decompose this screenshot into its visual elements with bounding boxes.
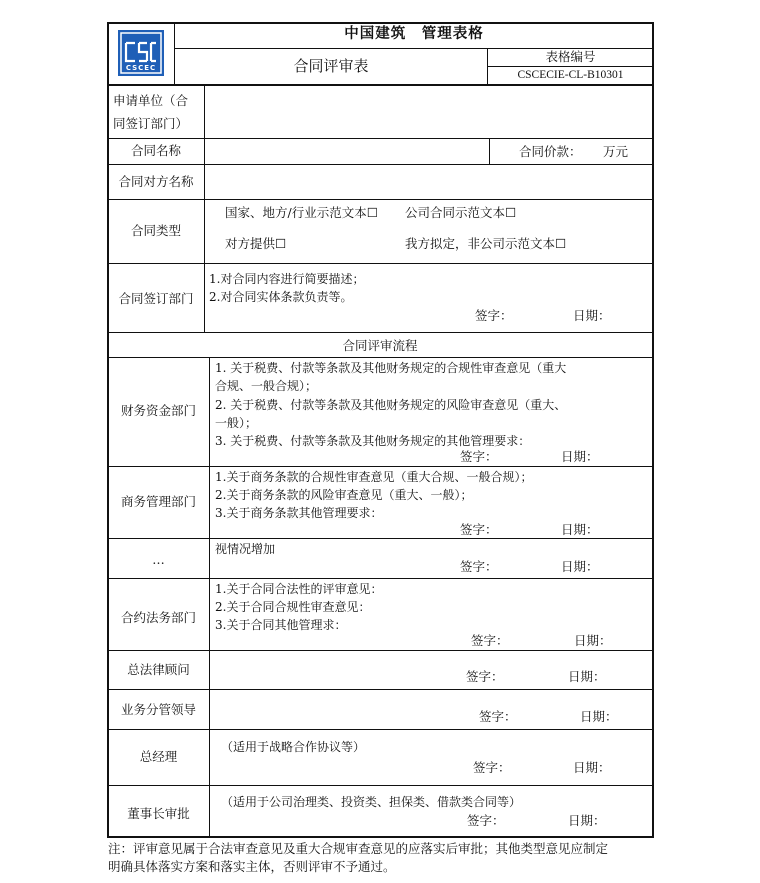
counterparty-field[interactable] — [206, 166, 651, 198]
contract-name-label: 合同名称 — [130, 143, 181, 158]
general-counsel-label: 总法律顾问 — [127, 662, 190, 677]
applicant-field[interactable] — [206, 86, 651, 137]
company-header: 中国建筑 管理表格 — [344, 26, 484, 42]
legal-date-label: 日期： — [574, 633, 612, 648]
finance-line-2: 合规、一般合规）； — [215, 379, 318, 393]
chairman-sign-label: 签字： — [467, 813, 505, 828]
signing-dept-label: 合同签订部门 — [118, 291, 194, 306]
contract-price-label: 合同价款： — [519, 144, 582, 159]
legal-line-1: 1.关于合同合法性的评审意见： — [215, 582, 383, 596]
chairman-date-label: 日期： — [568, 813, 606, 828]
signing-dept-sign-label: 签字： — [475, 308, 513, 323]
form-number-label: 表格编号 — [545, 49, 596, 64]
additional-sign-label: 签字： — [460, 559, 498, 574]
general-manager-sign-label: 签字： — [473, 760, 511, 775]
commerce-line-1: 1.关于商务条款的合规性审查意见（重大合规、一般合规）； — [215, 470, 533, 484]
commerce-sign-label: 签字： — [460, 522, 498, 537]
form-title: 合同评审表 — [293, 57, 369, 75]
type-option-company-template[interactable]: 公司合同示范文本☐ — [405, 205, 517, 220]
applicant-label-line2: 同签订部门） — [113, 116, 189, 131]
type-option-counterparty-provided[interactable]: 对方提供☐ — [225, 236, 287, 251]
legal-dept-label: 合约法务部门 — [120, 610, 196, 625]
footer-note-line1: 注：评审意见属于合法审查意见及重大合规审查意见的应落实后审批；其他类型意见应制定 — [108, 841, 609, 856]
commerce-dept-label: 商务管理部门 — [120, 494, 196, 509]
finance-dept-label: 财务资金部门 — [120, 403, 196, 418]
footer-note-line2: 明确具体落实方案和落实主体，否则评审不予通过。 — [108, 859, 396, 874]
general-manager-date-label: 日期： — [573, 760, 611, 775]
finance-line-3: 2. 关于税费、付款等条款及其他财务规定的风险审查意见（重大、 — [215, 398, 567, 412]
legal-line-3: 3.关于合同其他管理求： — [215, 618, 347, 632]
commerce-date-label: 日期： — [561, 522, 599, 537]
finance-date-label: 日期： — [561, 449, 599, 464]
additional-dept-ellipsis: … — [152, 552, 165, 567]
finance-line-1: 1. 关于税费、付款等条款及其他财务规定的合规性审查意见（重大 — [215, 361, 567, 375]
general-counsel-sign-label: 签字： — [466, 669, 504, 684]
contract-type-label: 合同类型 — [130, 223, 181, 238]
signing-dept-date-label: 日期： — [573, 308, 611, 323]
business-leader-sign-label: 签字： — [479, 709, 517, 724]
logo-text: CSCEC — [125, 64, 157, 72]
general-manager-note: （适用于战略合作协议等） — [221, 740, 366, 754]
chairman-label: 董事长审批 — [127, 806, 190, 821]
type-option-self-drafted[interactable]: 我方拟定，非公司示范文本☐ — [405, 236, 567, 251]
finance-line-5: 3. 关于税费、付款等条款及其他财务规定的其他管理要求： — [215, 434, 531, 448]
finance-line-4: 一般）； — [215, 416, 258, 430]
contract-name-field[interactable] — [206, 140, 488, 163]
signing-dept-item-2: 2.对合同实体条款负责等。 — [209, 290, 353, 304]
legal-sign-label: 签字： — [471, 633, 509, 648]
applicant-label-line1: 申请单位（合 — [113, 93, 189, 108]
business-leader-date-label: 日期： — [580, 709, 618, 724]
legal-line-2: 2.关于合同合规性审查意见： — [215, 600, 371, 614]
signing-dept-item-1: 1.对合同内容进行简要描述； — [209, 272, 365, 286]
review-flow-title: 合同评审流程 — [342, 338, 418, 353]
type-option-national-template[interactable]: 国家、地方/行业示范文本☐ — [225, 205, 378, 220]
additional-dept-note: 视情况增加 — [215, 542, 276, 556]
counterparty-label: 合同对方名称 — [118, 174, 194, 189]
commerce-line-3: 3.关于商务条款其他管理要求： — [215, 506, 383, 520]
additional-date-label: 日期： — [561, 559, 599, 574]
general-counsel-date-label: 日期： — [568, 669, 606, 684]
general-manager-label: 总经理 — [139, 749, 178, 764]
chairman-note: （适用于公司治理类、投资类、担保类、借款类合同等） — [221, 795, 522, 809]
business-leader-label: 业务分管领导 — [120, 702, 196, 717]
finance-sign-label: 签字： — [460, 449, 498, 464]
form-number-value: CSCECIE-CL-B10301 — [517, 69, 624, 81]
cscec-logo — [118, 30, 164, 76]
commerce-line-2: 2.关于商务条款的风险审查意见（重大、一般）； — [215, 488, 473, 502]
contract-price-unit: 万元 — [603, 144, 629, 159]
